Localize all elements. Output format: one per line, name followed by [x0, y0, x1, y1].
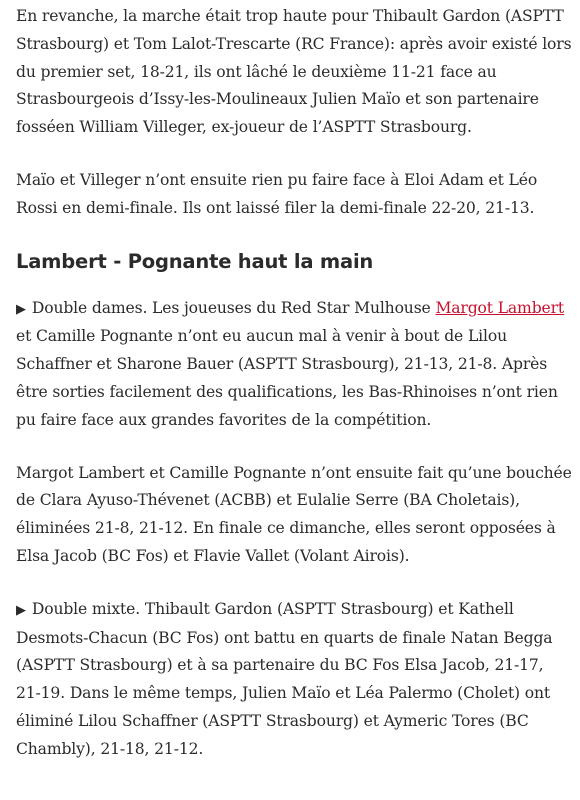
paragraph-women-doubles — [16, 295, 572, 435]
play-arrow-icon: ▶ — [16, 301, 26, 317]
article-body — [16, 3, 572, 789]
paragraph-semi-final: Maïo et Villeger n’ont ensuite rien pu faire face à Eloi Adam et Léo Rossi en demi-finale. Ils ont laissé filer la demi-finale 22-20, 21-13. — [16, 170, 538, 217]
play-arrow-icon: ▶ — [16, 602, 26, 618]
player-link-margot-lambert[interactable]: Margot Lambert — [435, 298, 565, 317]
paragraph-text: et Camille Pognante n’ont eu aucun mal à venir à bout de Lilou Schaffner et Sharone Bauer (ASPTT Strasbourg), 21-13, 21-8. Après être sorties facilement des qualifications, les Bas-Rhinoises n’ont rien pu faire face aux grandes favorites de la compétition. — [16, 327, 558, 429]
paragraph-men-doubles-final: En revanche, la marche était trop haute pour Thibault Gardon (ASPTT Strasbourg) et Tom Lalot-Trescarte (RC France): après avoir existé lors du premier set, 18-21, ils ont lâché le deuxième 11-21 face au Strasbourgeois d’Issy-les-Moulineaux Julien Maïo et son partenaire fosséen William Villeger, ex-joueur de l’ASPTT Strasbourg. — [16, 7, 572, 137]
paragraph-women-doubles-final: Margot Lambert et Camille Pognante n’ont ensuite fait qu’une bouchée de Clara Ayuso-Thévenet (ACBB) et Eulalie Serre (BA Choletais), éliminées 21-8, 21-12. En finale ce dimanche, elles seront opposées à Elsa Jacob (BC Fos) et Flavie Vallet (Volant Airois). — [16, 463, 572, 565]
paragraph-text: Double mixte. Thibault Gardon (ASPTT Strasbourg) et Kathell Desmots-Chacun (BC Fos) ont battu en quarts de finale Natan Begga (ASPTT Strasbourg) et à sa partenaire du BC Fos Elsa Jacob, 21-17, 21-19. Dans le même temps, Julien Maïo et Léa Palermo (Cholet) ont éliminé Lilou Schaffner (ASPTT Strasbourg) et Aymeric Tores (BC Chambly), 21-18, 21-12. — [16, 599, 553, 758]
paragraph-text: Double dames. Les joueuses du Red Star Mulhouse — [31, 298, 436, 317]
paragraph-mixed-doubles — [16, 596, 572, 764]
section-heading: Lambert - Pognante haut la main — [16, 249, 374, 273]
